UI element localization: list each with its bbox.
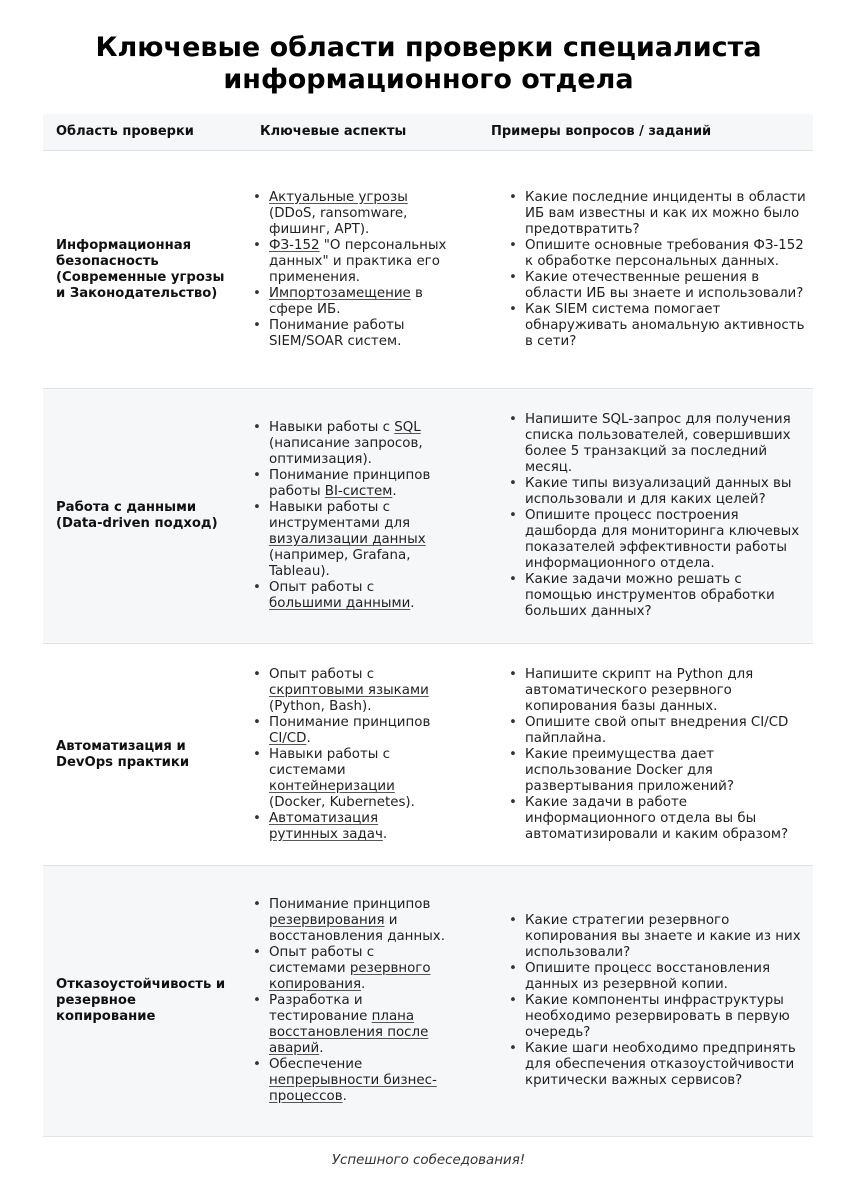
question-item: • Какие задачи можно решать с помощью инструментов обработки больших данных?: [525, 572, 807, 620]
header-questions: Примеры вопросов / заданий: [491, 124, 712, 139]
aspect-item: • Актуальные угрозы (DDoS, ransomware, фишинг, APT).: [269, 190, 447, 238]
area-name: Информационная безопасность (Современные угрозы и Законодательство): [56, 237, 225, 301]
aspects-cell: [243, 151, 483, 388]
header-aspects: Ключевые аспекты: [260, 124, 407, 139]
questions-list: [525, 913, 807, 1089]
term-link[interactable]: Актуальные угрозы: [269, 189, 408, 205]
aspects-cell: [243, 389, 483, 643]
aspects-list: [269, 420, 447, 612]
question-item: • Напишите скрипт на Python для автоматического резервного копирования базы данных.: [525, 667, 807, 715]
term-link[interactable]: ФЗ-152: [269, 237, 320, 253]
term-link[interactable]: непрерывности бизнес-процессов: [269, 1073, 437, 1104]
term-link[interactable]: CI/CD: [269, 730, 307, 746]
aspects-list: [269, 897, 447, 1105]
questions-list: [525, 190, 807, 350]
term-link[interactable]: BI-систем: [324, 484, 393, 499]
area-cell: [43, 644, 243, 865]
question-item: • Какие последние инциденты в области ИБ вам известны и как их можно было предотвратить?: [525, 190, 807, 238]
question-item: • Какие типы визуализаций данных вы использовали и для каких целей?: [525, 476, 807, 508]
table-row: [43, 151, 813, 389]
header-area: Область проверки: [56, 124, 194, 139]
area-cell: [43, 866, 243, 1136]
area-cell: [43, 151, 243, 388]
term-link[interactable]: контейнеризации: [269, 778, 395, 794]
question-item: • Напишите SQL-запрос для получения списка пользователей, совершивших более 5 транзакций за последний месяц.: [525, 412, 807, 476]
aspect-item: • Разработка и тестирование плана восстановления после аварий.: [269, 993, 447, 1057]
question-item: • Какие шаги необходимо предпринять для обеспечения отказоустойчивости критически важных сервисов?: [525, 1041, 807, 1089]
questions-cell: [483, 151, 813, 388]
aspects-list: [269, 667, 447, 843]
aspect-item: • Автоматизация рутинных задач.: [269, 811, 447, 843]
term-link[interactable]: скриптовыми языками: [269, 682, 429, 698]
page-title: Ключевые области проверки специалиста информационного отдела: [95, 32, 762, 95]
table-header-row: [43, 114, 813, 151]
aspect-item: • Обеспечение непрерывности бизнес-процессов.: [269, 1057, 447, 1105]
term-link[interactable]: SQL: [394, 420, 421, 435]
aspect-item: • Навыки работы с SQL (написание запросов, оптимизация).: [269, 420, 447, 468]
question-item: • Какие отечественные решения в области ИБ вы знаете и использовали?: [525, 270, 807, 302]
term-link[interactable]: Импортозамещение: [269, 285, 411, 301]
review-areas-table: [43, 114, 813, 1137]
aspect-item: • ФЗ-152 "О персональных данных" и практика его применения.: [269, 238, 447, 286]
aspect-item: • Понимание принципов работы BI-систем.: [269, 468, 447, 500]
term-link[interactable]: Автоматизация рутинных задач: [269, 810, 383, 842]
aspect-item: • Понимание принципов CI/CD.: [269, 715, 447, 747]
question-item: • Опишите основные требования ФЗ-152 к обработке персональных данных.: [525, 238, 807, 270]
footer-note: Успешного собеседования!: [331, 1153, 526, 1168]
aspect-item: • Опыт работы с системами резервного копирования.: [269, 945, 447, 993]
aspect-item: • Импортозамещение в сфере ИБ.: [269, 286, 447, 318]
term-link[interactable]: плана восстановления после аварий: [269, 1009, 429, 1056]
questions-cell: [483, 644, 813, 865]
aspect-item: • Опыт работы с скриптовыми языками (Python, Bash).: [269, 667, 447, 715]
aspect-item: • Навыки работы с инструментами для визуализации данных (например, Grafana, Tableau).: [269, 500, 447, 580]
aspects-cell: [243, 644, 483, 865]
question-item: • Опишите процесс восстановления данных из резервной копии.: [525, 961, 807, 993]
questions-list: [525, 667, 807, 843]
term-link[interactable]: резервирования: [269, 913, 385, 928]
aspect-item: • Навыки работы с системами контейнеризации (Docker, Kubernetes).: [269, 747, 447, 811]
questions-cell: [483, 866, 813, 1136]
aspect-item: • Понимание принципов резервирования и восстановления данных.: [269, 897, 447, 945]
table-row: [43, 389, 813, 644]
table-row: [43, 644, 813, 866]
question-item: • Как SIEM система помогает обнаруживать аномальную активность в сети?: [525, 302, 807, 350]
question-item: • Опишите свой опыт внедрения CI/CD пайплайна.: [525, 715, 807, 747]
question-item: • Какие компоненты инфраструктуры необходимо резервировать в первую очередь?: [525, 993, 807, 1041]
term-link[interactable]: визуализации данных: [269, 532, 426, 547]
aspect-item: • Понимание работы SIEM/SOAR систем.: [269, 318, 447, 350]
term-link[interactable]: большими данными: [269, 596, 411, 611]
questions-cell: [483, 389, 813, 643]
aspects-cell: [243, 866, 483, 1136]
aspects-list: [269, 190, 447, 350]
questions-list: [525, 412, 807, 620]
area-cell: [43, 389, 243, 643]
question-item: • Какие стратегии резервного копирования вы знаете и какие из них использовали?: [525, 913, 807, 961]
area-name: Работа с данными (Data-driven подход): [56, 500, 218, 531]
table-row: [43, 866, 813, 1137]
area-name: Автоматизация и DevOps практики: [56, 738, 190, 770]
question-item: • Опишите процесс построения дашборда для мониторинга ключевых показателей эффективности работы информационного отдела.: [525, 508, 807, 572]
question-item: • Какие преимущества дает использование Docker для развертывания приложений?: [525, 747, 807, 795]
area-name: Отказоустойчивость и резервное копирование: [56, 977, 226, 1024]
aspect-item: • Опыт работы с большими данными.: [269, 580, 447, 612]
question-item: • Какие задачи в работе информационного отдела вы бы автоматизировали и каким образом?: [525, 795, 807, 843]
term-link[interactable]: резервного копирования: [269, 961, 431, 992]
